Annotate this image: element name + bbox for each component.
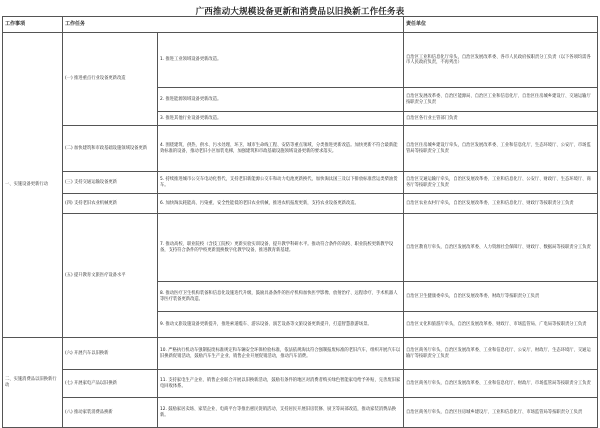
table-row (3, 398, 598, 428)
unit-cell: 自治区商务厅牵头，自治区住房城乡建设厅、工业和信息化厅、市场监管局等按职责分工负责 (404, 398, 598, 428)
unit-cell: 自治区卫生健康委牵头，自治区发展改革委、财政厅等按职责分工负责 (404, 282, 598, 312)
unit-cell: 自治区交通运输厅牵头，自治区发展改革委、工业和信息化厅、公安厅、财政厅、生态环境厅、商务厅等按职责分工负责 (404, 172, 598, 194)
header-task: 工作任务 (63, 17, 404, 33)
content-cell: 5. 持续推进城市公交车电动化替代，支持老旧新能源公交车和动力电池更新换代，加快淘汰国三及以下排放标准营运类柴油货车。 (158, 172, 404, 194)
task-table (2, 16, 598, 428)
subcategory-cell: (四) 支持老旧农业机械更新 (63, 194, 158, 214)
unit-cell: 自治区发展改革委、自治区能源局、自治区工业和信息化厅、自治区住房城乡建设厅、交通运输厅按职责分工负责 (404, 88, 598, 112)
unit-cell: 自治区各行业主管部门负责 (404, 112, 598, 126)
subcategory-cell: (五) 提升教育文旅医疗设备水平 (63, 214, 158, 338)
subcategory-cell: (三) 支持交通运输设备更新 (63, 172, 158, 194)
table-row (3, 338, 598, 370)
document-title: 广西推动大规模设备更新和消费品以旧换新工作任务表 (195, 7, 405, 17)
content-cell: 11. 支持家电生产企业、销售企业联合开展以旧换新活动，鼓励有条件的地区对消费者购买绿色智能家电给予补贴，完善废旧家电回收体系。 (158, 370, 404, 398)
category-cell: 二、实施消费品以旧换新行动 (3, 338, 63, 428)
content-cell: 9. 推动文旅设施设备更新提升，推进索道缆车、游乐设备、演艺设备等文旅设备更新提升，打造智慧旅游场景。 (158, 312, 404, 338)
table-row (3, 214, 598, 282)
table-row (3, 33, 598, 88)
table-row (3, 172, 598, 194)
subcategory-cell: (六) 开展汽车以旧换新 (63, 338, 158, 370)
content-cell: 12. 鼓励家居卖场、家装企业、电商平台等推出惠民促销活动，支持居民开展旧房装修、厨卫等局部改造，推动家装消费品换新。 (158, 398, 404, 428)
content-cell: 4. 围绕建筑、供热、供水、污水处理、环卫、城市生命线工程、安防等重点领域，分类推进更新改造。加快更新不符合最新能效标准的设备，推动老旧小区加装电梯，加强建筑和市政基础设施领域设备更新的要求落实。 (158, 126, 404, 172)
content-cell: 7. 推动高校、职业院校（含技工院校）更新实验实训设备，提升教学科研水平。推动符合条件的高校、职业院校更新教学设备，支持符合条件的学校更新置换数字化教学设备，推进教育新基建。 (158, 214, 404, 282)
unit-cell: 自治区住房城乡建设厅牵头，自治区发展改革委、工业和信息化厅、生态环境厅、公安厅、市场监管局等按职责分工负责 (404, 126, 598, 172)
unit-cell: 自治区工业和信息化厅牵头，自治区发展改革委、各市人民政府按职责分工负责（以下各项均需各市人民政府负责，不再列出） (404, 33, 598, 88)
content-cell: 3. 推进其他行业设备更新改造。 (158, 112, 404, 126)
subcategory-cell: (八) 推动家装消费品换新 (63, 398, 158, 428)
subcategory-cell: (二) 加快建筑和市政基础设施领域设备更新 (63, 126, 158, 172)
table-header-row (3, 17, 598, 33)
table-row (3, 126, 598, 172)
category-cell: 一、实施设备更新行动 (3, 33, 63, 338)
content-cell: 2. 推进能源领域设备更新改造。 (158, 88, 404, 112)
content-cell: 6. 加快淘汰耗能高、污染重、安全性能低的老旧农业机械，推进农机报废更新，支持农业设备更新改造。 (158, 194, 404, 214)
table-row (3, 370, 598, 398)
subcategory-cell: (七) 开展家电产品以旧换新 (63, 370, 158, 398)
header-unit: 责任单位 (404, 17, 598, 33)
header-category: 工作事项 (3, 17, 63, 33)
unit-cell: 自治区农业农村厅牵头，自治区发展改革委、工业和信息化厅、财政厅等按职责分工负责 (404, 194, 598, 214)
unit-cell: 自治区教育厅牵头，自治区发展改革委、人力资源社会保障厅、财政厅、数据局等按职责分工负责 (404, 214, 598, 282)
unit-cell: 自治区商务厅牵头，自治区发展改革委、工业和信息化厅、公安厅、财政厅、生态环境厅、交通运输厅等按职责分工负责 (404, 338, 598, 370)
unit-cell: 自治区文化和旅游厅牵头，自治区发展改革委、财政厅、市场监管局、广电局等按职责分工负责 (404, 312, 598, 338)
table-row (3, 194, 598, 214)
unit-cell: 自治区商务厅牵头，自治区发展改革委、工业和信息化厅、财政厅、市场监管局等按职责分工负责 (404, 370, 598, 398)
content-cell: 1. 推进工业领域设备更新改造。 (158, 33, 404, 88)
content-cell: 8. 推动医疗卫生机构装备和信息化设施迭代升级，鼓励具备条件的医疗机构加快医学影像、放射治疗、远程诊疗、手术机器人等医疗装备更新改造。 (158, 282, 404, 312)
subcategory-cell: (一) 推进重点行业设备更新改造 (63, 33, 158, 126)
content-cell: 10. 严格执行机动车强制报废标准规定和车辆安全环保检验标准，依法依规淘汰符合强制报废标准的老旧汽车，组织开展汽车以旧换新促销活动，鼓励汽车生产企业、销售企业开展促销活动，推动汽车消费。 (158, 338, 404, 370)
